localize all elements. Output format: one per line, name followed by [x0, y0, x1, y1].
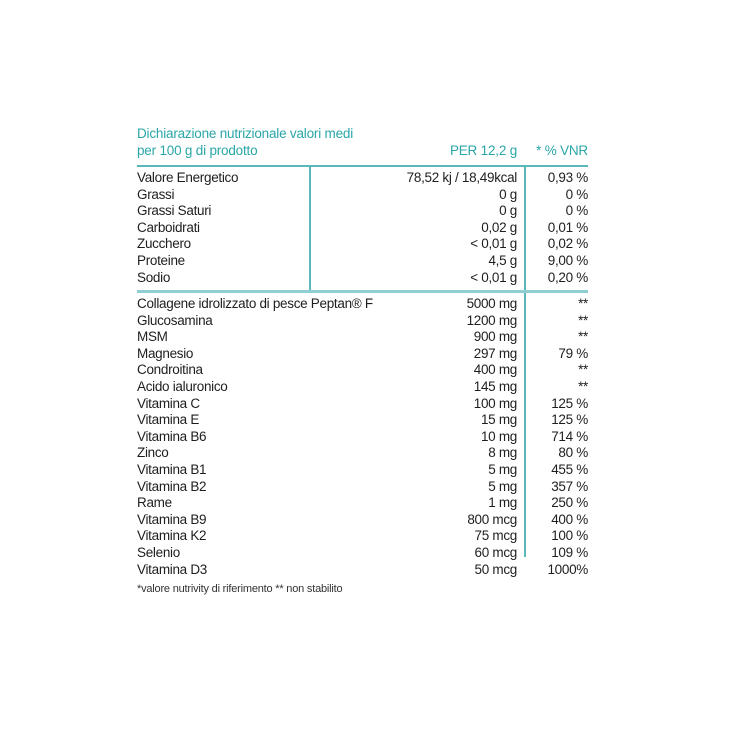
row-amount: < 0,01 g: [470, 236, 517, 252]
row-vnr: 250 %: [551, 495, 588, 511]
table-row: [137, 187, 588, 204]
row-name: Vitamina B6: [137, 428, 207, 444]
row-name: Rame: [137, 495, 172, 511]
table-row: [137, 236, 588, 253]
footnote: *valore nutrivity di riferimento ** non stabilito: [137, 583, 343, 595]
row-vnr: **: [578, 378, 588, 394]
row-name: Zucchero: [137, 236, 191, 252]
table-row: [137, 545, 588, 562]
table-row: [137, 170, 588, 187]
table-row: [137, 329, 588, 346]
table-row: [137, 379, 588, 396]
row-amount: 75 mcg: [474, 528, 517, 544]
row-amount: 297 mg: [473, 345, 517, 361]
row-amount: 60 mcg: [474, 544, 517, 560]
row-vnr: 357 %: [551, 478, 588, 494]
table-row: [137, 253, 588, 270]
row-amount: 100 mg: [473, 395, 517, 411]
table-row: [137, 296, 588, 313]
row-name: Grassi: [137, 186, 175, 202]
column-header-vnr: * % VNR: [536, 143, 588, 158]
row-name: Glucosamina: [137, 312, 213, 328]
row-amount: 4,5 g: [488, 252, 517, 268]
row-vnr: **: [578, 312, 588, 328]
row-vnr: 79 %: [558, 345, 588, 361]
row-name: Vitamina B9: [137, 511, 207, 527]
row-vnr: 125 %: [551, 395, 588, 411]
row-amount: 5 mg: [488, 461, 517, 477]
row-name: Vitamina C: [137, 395, 200, 411]
table-row: [137, 528, 588, 545]
row-amount: 5000 mg: [466, 296, 517, 311]
row-vnr: 80 %: [558, 445, 588, 461]
row-amount: 10 mg: [480, 428, 517, 444]
table-row: [137, 512, 588, 529]
row-name: Proteine: [137, 252, 185, 268]
row-vnr: 9,00 %: [547, 252, 588, 268]
table-row: [137, 396, 588, 413]
table-row: [137, 429, 588, 446]
row-name: Vitamina E: [137, 412, 200, 428]
row-vnr: **: [578, 296, 588, 311]
row-name: Collagene idrolizzato di pesce Peptan® F: [137, 296, 373, 311]
row-amount: 0,02 g: [481, 219, 517, 235]
row-vnr: 400 %: [551, 511, 588, 527]
table-row: [137, 412, 588, 429]
row-amount: 0 g: [499, 186, 517, 202]
nutrition-section: [137, 170, 588, 286]
table-row: [137, 562, 588, 579]
table-row: [137, 462, 588, 479]
table-row: [137, 203, 588, 220]
row-name: Selenio: [137, 544, 180, 560]
row-vnr: 0,02 %: [547, 236, 588, 252]
row-vnr: **: [578, 329, 588, 345]
row-amount: 78,52 kj / 18,49kcal: [406, 170, 517, 185]
row-name: Condroitina: [137, 362, 203, 378]
row-name: Zinco: [137, 445, 169, 461]
row-vnr: 125 %: [551, 412, 588, 428]
table-row: [137, 220, 588, 237]
row-vnr: **: [578, 362, 588, 378]
row-name: Magnesio: [137, 345, 194, 361]
row-name: MSM: [137, 329, 168, 345]
row-vnr: 100 %: [551, 528, 588, 544]
row-name: Vitamina D3: [137, 561, 207, 577]
row-vnr: 0,01 %: [547, 219, 588, 235]
row-amount: 900 mg: [473, 329, 517, 345]
table-row: [137, 495, 588, 512]
row-vnr: 455 %: [551, 461, 588, 477]
table-row: [137, 313, 588, 330]
table-row: [137, 479, 588, 496]
row-name: Grassi Saturi: [137, 203, 212, 219]
row-name: Vitamina B2: [137, 478, 207, 494]
row-amount: < 0,01 g: [470, 269, 517, 285]
row-vnr: 714 %: [551, 428, 588, 444]
row-vnr: 0,20 %: [547, 269, 588, 285]
row-amount: 800 mcg: [467, 511, 517, 527]
row-amount: 145 mg: [473, 378, 517, 394]
table-title: [137, 125, 353, 159]
row-vnr: 109 %: [551, 544, 588, 560]
row-amount: 400 mg: [473, 362, 517, 378]
row-name: Sodio: [137, 269, 171, 285]
row-vnr: 1000%: [547, 561, 588, 577]
ingredients-section: [137, 296, 588, 578]
row-name: Acido ialuronico: [137, 378, 228, 394]
table-row: [137, 270, 588, 287]
row-amount: 15 mg: [480, 412, 517, 428]
title-line-2: per 100 g di prodotto: [137, 143, 258, 158]
table-row: [137, 346, 588, 363]
row-amount: 1200 mg: [466, 312, 517, 328]
row-name: Carboidrati: [137, 219, 200, 235]
row-vnr: 0 %: [565, 186, 588, 202]
row-amount: 1 mg: [488, 495, 517, 511]
column-header-per-serving: PER 12,2 g: [449, 143, 517, 158]
row-amount: 8 mg: [488, 445, 517, 461]
title-line-1: Dichiarazione nutrizionale valori medi: [137, 126, 354, 141]
row-amount: 0 g: [499, 203, 517, 219]
row-amount: 50 mcg: [474, 561, 517, 577]
row-name: Valore Energetico: [137, 170, 239, 185]
row-amount: 5 mg: [488, 478, 517, 494]
table-row: [137, 362, 588, 379]
divider-top: [137, 165, 588, 167]
row-vnr: 0,93 %: [547, 170, 588, 185]
row-name: Vitamina K2: [137, 528, 207, 544]
divider-section: [137, 290, 588, 293]
row-name: Vitamina B1: [137, 461, 207, 477]
table-row: [137, 445, 588, 462]
row-vnr: 0 %: [565, 203, 588, 219]
